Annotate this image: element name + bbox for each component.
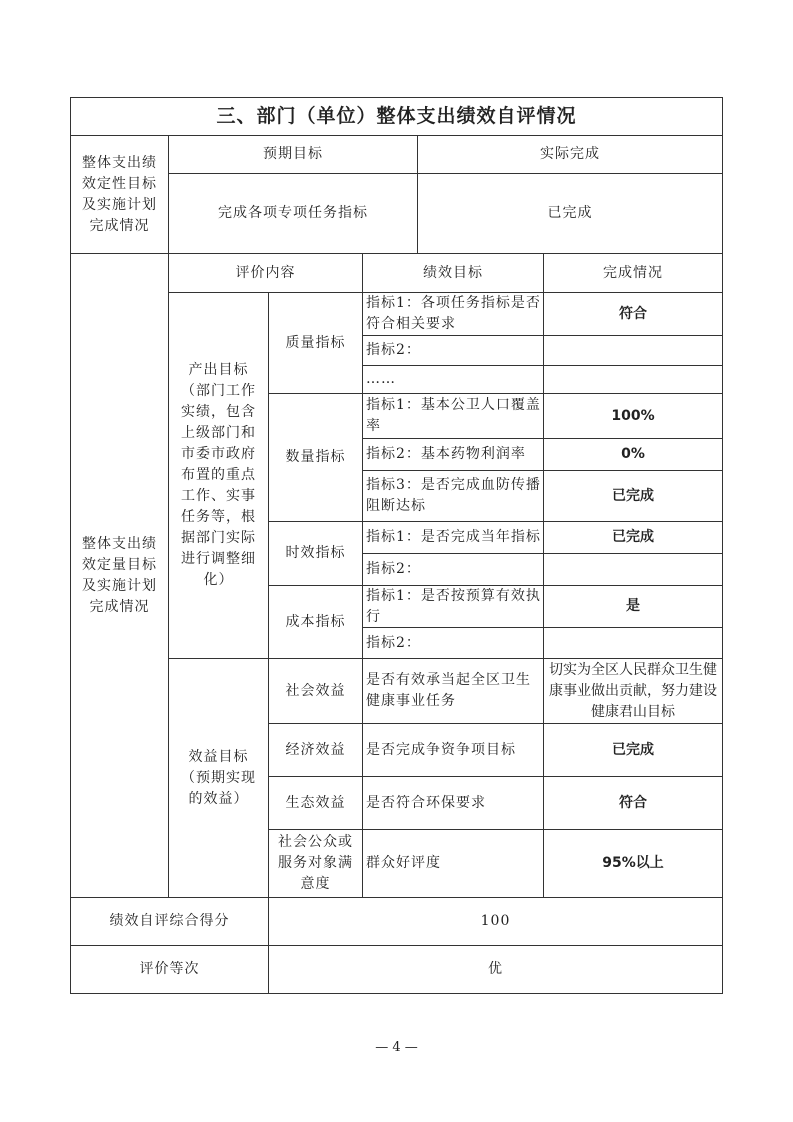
- target-cell: ……: [362, 365, 544, 394]
- status-cell: 切实为全区人民群众卫生健康事业做出贡献，努力建设健康君山目标: [543, 658, 723, 724]
- timeliness-label: 时效指标: [268, 521, 363, 586]
- target-cell: 指标2：: [362, 553, 544, 586]
- target-cell: 指标2：: [362, 335, 544, 366]
- benefit-label: 经济效益: [268, 723, 363, 777]
- target-cell: 指标1：基本公卫人口覆盖率: [362, 393, 544, 439]
- page-number: — 4 —: [375, 1040, 418, 1055]
- qualitative-label: 整体支出绩效定性目标及实施计划完成情况: [70, 135, 169, 254]
- target-cell: 指标1：是否按预算有效执行: [362, 585, 544, 628]
- score-value: 100: [268, 897, 723, 946]
- target-cell: 指标3：是否完成血防传播阻断达标: [362, 470, 544, 522]
- status-cell: 已完成: [543, 470, 723, 522]
- status-cell: [543, 335, 723, 366]
- status-cell: 符合: [543, 292, 723, 336]
- actual-value: 已完成: [417, 173, 723, 254]
- target-header: 绩效目标: [362, 253, 544, 293]
- benefit-label: 生态效益: [268, 776, 363, 830]
- grade-value: 优: [268, 945, 723, 994]
- status-cell: 是: [543, 585, 723, 628]
- target-cell: 指标1：各项任务指标是否符合相关要求: [362, 292, 544, 336]
- target-cell: 是否符合环保要求: [362, 776, 544, 830]
- target-cell: 指标1：是否完成当年指标: [362, 521, 544, 554]
- quantity-label: 数量指标: [268, 393, 363, 522]
- target-cell: 是否完成争资争项目标: [362, 723, 544, 777]
- status-cell: [543, 365, 723, 394]
- status-header: 完成情况: [543, 253, 723, 293]
- status-cell: [543, 553, 723, 586]
- target-cell: 是否有效承当起全区卫生健康事业任务: [362, 658, 544, 724]
- status-cell: 100%: [543, 393, 723, 439]
- output-target-label: 产出目标（部门工作实绩，包含上级部门和市委市政府布置的重点工作、实事任务等，根据部门实际进行调整细化）: [168, 292, 269, 659]
- target-cell: 群众好评度: [362, 829, 544, 898]
- quantitative-label: 整体支出绩效定量目标及实施计划完成情况: [70, 253, 169, 898]
- score-label: 绩效自评综合得分: [70, 897, 269, 946]
- target-cell: 指标2：基本药物利润率: [362, 438, 544, 471]
- benefit-label: 社会公众或服务对象满意度: [268, 829, 363, 898]
- benefit-label: 社会效益: [268, 658, 363, 724]
- expected-header: 预期目标: [168, 135, 418, 174]
- grade-label: 评价等次: [70, 945, 269, 994]
- status-cell: [543, 627, 723, 659]
- actual-header: 实际完成: [417, 135, 723, 174]
- target-cell: 指标2：: [362, 627, 544, 659]
- status-cell: 95%以上: [543, 829, 723, 898]
- quality-label: 质量指标: [268, 292, 363, 394]
- table-title: 三、部门（单位）整体支出绩效自评情况: [70, 97, 723, 136]
- status-cell: 已完成: [543, 521, 723, 554]
- status-cell: 0%: [543, 438, 723, 471]
- status-cell: 已完成: [543, 723, 723, 777]
- expected-value: 完成各项专项任务指标: [168, 173, 418, 254]
- cost-label: 成本指标: [268, 585, 363, 659]
- benefit-target-label: 效益目标（预期实现的效益）: [168, 658, 269, 898]
- content-header: 评价内容: [168, 253, 363, 293]
- status-cell: 符合: [543, 776, 723, 830]
